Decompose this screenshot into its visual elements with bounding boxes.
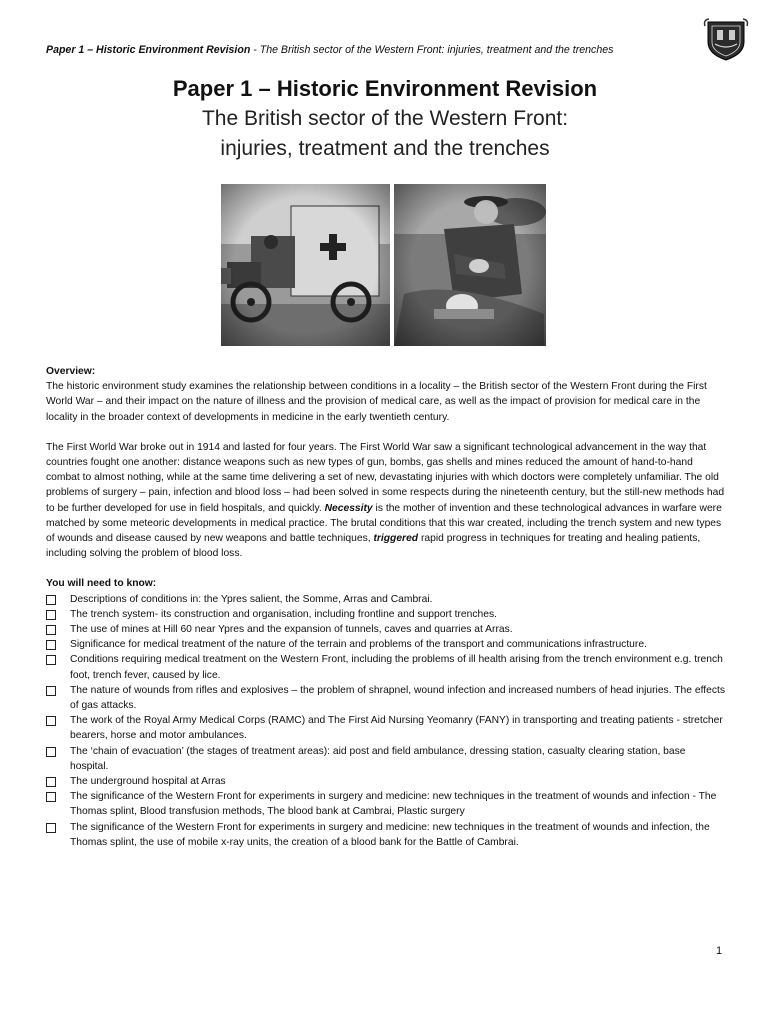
know-list-item: The underground hospital at Arras xyxy=(46,774,726,789)
overview-paragraph-2 xyxy=(46,440,726,562)
checkbox-icon xyxy=(46,792,56,802)
ambulance-photo xyxy=(221,184,390,346)
know-list xyxy=(46,592,726,850)
checkbox-icon xyxy=(46,747,56,757)
page-subtitle-line1: The British sector of the Western Front: xyxy=(201,107,569,130)
school-crest-logo xyxy=(703,18,749,62)
checkbox-icon xyxy=(46,823,56,833)
overview-paragraph-1: The historic environment study examines the relationship between conditions in a locality – the British sector of the Western Front during the First World War – and their impact on the nature of illness and the provision of medical care, as well as the impact of provision for medical care in the locality in the broader context of developments in medicine in the early twentieth century. xyxy=(46,381,707,423)
checkbox-icon xyxy=(46,595,56,605)
header-italic: The British sector of the Western Front: injuries, treatment and the trenches xyxy=(259,44,614,56)
paragraph-2-text-b: is the mother of invention and these technological advances in warfare were matched by some meteoric developments in medical practice. The brutal conditions that this war created, including the trench system and new types of wounds and disease caused by new weapons and battle techniques, xyxy=(46,502,722,545)
know-list-item: Significance for medical treatment of the nature of the terrain and problems of the transport and communications infrastructure. xyxy=(46,637,726,652)
overview-heading: Overview: xyxy=(46,366,96,377)
checkbox-icon xyxy=(46,640,56,650)
know-heading: You will need to know: xyxy=(46,578,157,590)
paragraph-2-text-a: The First World War broke out in 1914 and lasted for four years. The First World War saw a significant technological advancement in the way that countries fought one another: distance weapons such as new types of gun, bombs, gas shells and mines reduced the amount of hand-to-hand combat to almost nothing, while at the same time delivering a set of new, devastating injuries with which doctors were completely unfamiliar. The old problems of surgery – pain, infection and blood loss – had been solved in some respects during the nineteenth century, but the still-new methods had to be further developed for use in field hospitals, and quickly. xyxy=(46,441,725,514)
know-list-item: The significance of the Western Front for experiments in surgery and medicine: new techniques in the treatment of wounds and infection - The Thomas splint, Blood transfusion methods, The blood bank at Cambrai, Plastic surgery xyxy=(46,789,726,819)
checkbox-icon xyxy=(46,610,56,620)
emphasis-triggered: triggered xyxy=(373,533,419,545)
field-treatment-photo xyxy=(394,184,546,346)
page-subtitle-line2: injuries, treatment and the trenches xyxy=(220,137,550,160)
know-list-item: The ‘chain of evacuation’ (the stages of treatment areas): aid post and field ambulance, dressing station, casualty clearing station, base hospital. xyxy=(46,744,726,774)
know-list-item: The use of mines at Hill 60 near Ypres and the expansion of tunnels, caves and quarries at Arras. xyxy=(46,622,726,637)
checkbox-icon xyxy=(46,655,56,665)
page-number: 1 xyxy=(716,945,723,957)
checkbox-icon xyxy=(46,686,56,696)
emphasis-necessity: Necessity xyxy=(324,502,373,514)
running-header xyxy=(46,44,686,56)
header-separator: - xyxy=(250,44,260,56)
main-content xyxy=(46,364,726,850)
know-list-item: Conditions requiring medical treatment on the Western Front, including the problems of ill health arising from the trench environment e.g. trench foot, trench fever, caused by lice. xyxy=(46,652,726,682)
checkbox-icon xyxy=(46,777,56,787)
title-block xyxy=(0,74,770,164)
know-list-item: Descriptions of conditions in: the Ypres salient, the Somme, Arras and Cambrai. xyxy=(46,592,726,607)
header-bold: Paper 1 – Historic Environment Revision xyxy=(46,44,251,56)
checkbox-icon xyxy=(46,625,56,635)
know-list-item: The nature of wounds from rifles and explosives – the problem of shrapnel, wound infection and increased numbers of head injuries. The effects of gas attacks. xyxy=(46,683,726,713)
know-list-item: The significance of the Western Front for experiments in surgery and medicine: new techniques in the treatment of wounds and infection, the Thomas splint, the use of mobile x-ray units, the creation of a blood bank for the Battle of Cambrai. xyxy=(46,820,726,850)
checkbox-icon xyxy=(46,716,56,726)
paragraph-2-text-c: rapid progress in techniques for treating and healing patients, including solving the problem of blood loss. xyxy=(46,533,701,560)
page-title: Paper 1 – Historic Environment Revision xyxy=(172,76,598,101)
know-list-item: The trench system- its construction and organisation, including frontline and support trenches. xyxy=(46,607,726,622)
know-list-item: The work of the Royal Army Medical Corps (RAMC) and The First Aid Nursing Yeomanry (FANY) in transporting and treating patients - stretcher bearers, horse and motor ambulances. xyxy=(46,713,726,743)
